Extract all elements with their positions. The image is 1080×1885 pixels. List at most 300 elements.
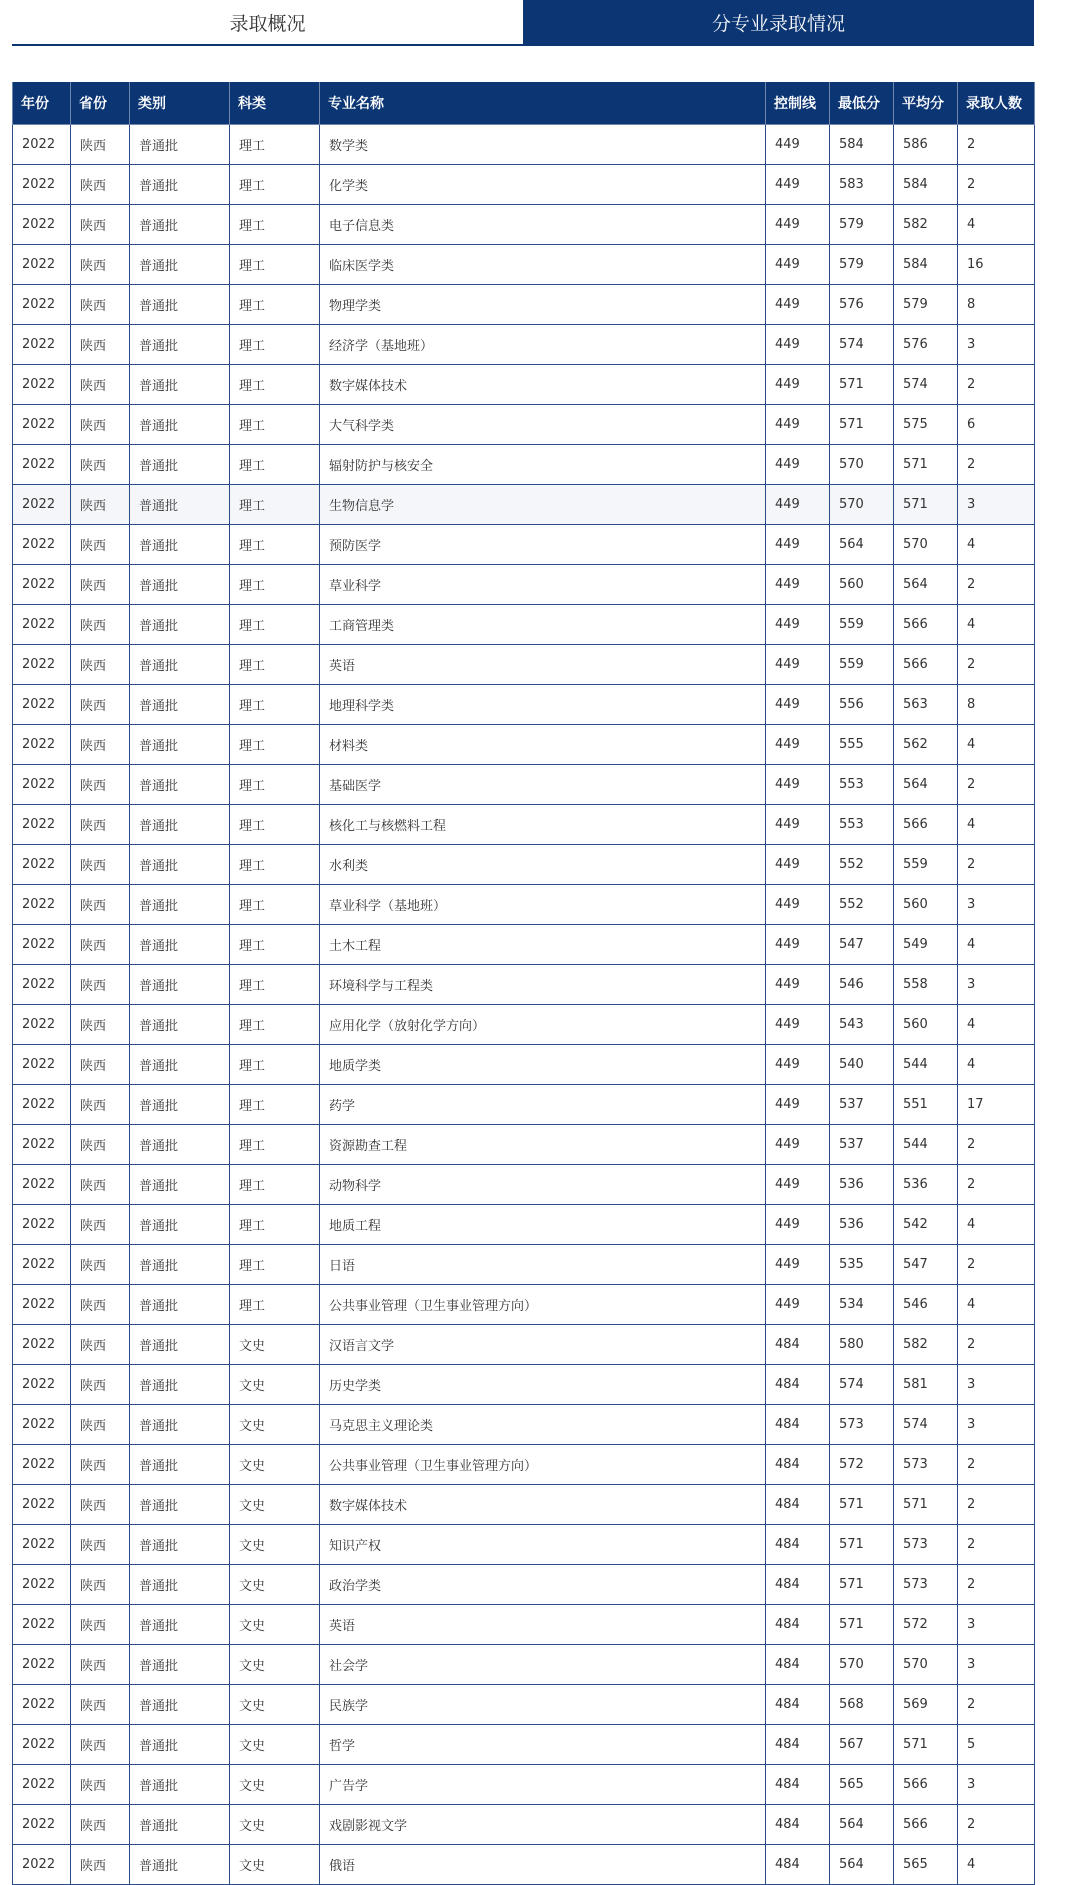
- cell-admitted-count: 4: [958, 925, 1035, 965]
- cell-major: 数字媒体技术: [320, 365, 766, 405]
- header-province: 省份: [71, 82, 130, 125]
- cell-control-line: 449: [766, 1125, 830, 1165]
- cell-min-score: 535: [830, 1245, 894, 1285]
- cell-year: 2022: [13, 1645, 71, 1685]
- header-avg-score: 平均分: [894, 82, 958, 125]
- cell-min-score: 556: [830, 685, 894, 725]
- cell-major: 地理科学类: [320, 685, 766, 725]
- cell-min-score: 571: [830, 405, 894, 445]
- table-row: [13, 245, 1035, 285]
- cell-category: 普通批: [130, 1845, 230, 1885]
- cell-major: 大气科学类: [320, 405, 766, 445]
- cell-avg-score: 584: [894, 245, 958, 285]
- cell-admitted-count: 4: [958, 205, 1035, 245]
- cell-min-score: 574: [830, 1365, 894, 1405]
- table-row: [13, 1765, 1035, 1805]
- cell-control-line: 484: [766, 1525, 830, 1565]
- cell-admitted-count: 2: [958, 765, 1035, 805]
- tab-admission-by-major[interactable]: 分专业录取情况: [523, 0, 1034, 44]
- cell-avg-score: 570: [894, 525, 958, 565]
- cell-major: 电子信息类: [320, 205, 766, 245]
- cell-major: 工商管理类: [320, 605, 766, 645]
- cell-admitted-count: 4: [958, 605, 1035, 645]
- cell-province: 陕西: [71, 485, 130, 525]
- cell-avg-score: 575: [894, 405, 958, 445]
- cell-subject: 文史: [230, 1845, 320, 1885]
- cell-year: 2022: [13, 125, 71, 165]
- cell-category: 普通批: [130, 1285, 230, 1325]
- table-row: [13, 1085, 1035, 1125]
- cell-year: 2022: [13, 1125, 71, 1165]
- cell-min-score: 571: [830, 1565, 894, 1605]
- cell-major: 药学: [320, 1085, 766, 1125]
- cell-avg-score: 573: [894, 1565, 958, 1605]
- table-row: [13, 1725, 1035, 1765]
- cell-admitted-count: 4: [958, 725, 1035, 765]
- header-major: 专业名称: [320, 82, 766, 125]
- table-row: [13, 725, 1035, 765]
- cell-subject: 理工: [230, 285, 320, 325]
- cell-admitted-count: 2: [958, 1245, 1035, 1285]
- cell-control-line: 449: [766, 245, 830, 285]
- table-row: [13, 685, 1035, 725]
- table-body: [13, 125, 1035, 1885]
- cell-category: 普通批: [130, 765, 230, 805]
- cell-control-line: 449: [766, 1005, 830, 1045]
- cell-province: 陕西: [71, 165, 130, 205]
- cell-category: 普通批: [130, 525, 230, 565]
- cell-control-line: 449: [766, 805, 830, 845]
- cell-category: 普通批: [130, 725, 230, 765]
- cell-admitted-count: 2: [958, 1685, 1035, 1725]
- cell-admitted-count: 2: [958, 1445, 1035, 1485]
- cell-avg-score: 579: [894, 285, 958, 325]
- cell-admitted-count: 4: [958, 1285, 1035, 1325]
- cell-min-score: 579: [830, 205, 894, 245]
- cell-subject: 理工: [230, 325, 320, 365]
- cell-admitted-count: 3: [958, 325, 1035, 365]
- cell-year: 2022: [13, 445, 71, 485]
- cell-avg-score: 586: [894, 125, 958, 165]
- cell-admitted-count: 2: [958, 165, 1035, 205]
- cell-province: 陕西: [71, 1605, 130, 1645]
- cell-min-score: 543: [830, 1005, 894, 1045]
- cell-min-score: 570: [830, 1645, 894, 1685]
- cell-control-line: 484: [766, 1845, 830, 1885]
- cell-province: 陕西: [71, 365, 130, 405]
- cell-year: 2022: [13, 1005, 71, 1045]
- cell-province: 陕西: [71, 1845, 130, 1885]
- cell-category: 普通批: [130, 1205, 230, 1245]
- cell-subject: 理工: [230, 365, 320, 405]
- cell-admitted-count: 3: [958, 1765, 1035, 1805]
- cell-admitted-count: 2: [958, 1165, 1035, 1205]
- cell-subject: 理工: [230, 125, 320, 165]
- cell-control-line: 449: [766, 725, 830, 765]
- cell-control-line: 449: [766, 325, 830, 365]
- cell-control-line: 484: [766, 1365, 830, 1405]
- table-row: [13, 1565, 1035, 1605]
- cell-subject: 理工: [230, 1045, 320, 1085]
- cell-year: 2022: [13, 1285, 71, 1325]
- cell-category: 普通批: [130, 1125, 230, 1165]
- cell-admitted-count: 2: [958, 365, 1035, 405]
- cell-control-line: 449: [766, 365, 830, 405]
- cell-control-line: 449: [766, 205, 830, 245]
- cell-subject: 理工: [230, 765, 320, 805]
- cell-avg-score: 581: [894, 1365, 958, 1405]
- cell-subject: 文史: [230, 1365, 320, 1405]
- cell-subject: 理工: [230, 1125, 320, 1165]
- table-row: [13, 365, 1035, 405]
- cell-avg-score: 566: [894, 805, 958, 845]
- cell-year: 2022: [13, 845, 71, 885]
- cell-subject: 文史: [230, 1485, 320, 1525]
- cell-min-score: 570: [830, 485, 894, 525]
- cell-avg-score: 571: [894, 1725, 958, 1765]
- cell-min-score: 571: [830, 365, 894, 405]
- cell-admitted-count: 3: [958, 1605, 1035, 1645]
- cell-major: 汉语言文学: [320, 1325, 766, 1365]
- cell-control-line: 449: [766, 965, 830, 1005]
- cell-min-score: 564: [830, 1805, 894, 1845]
- cell-category: 普通批: [130, 565, 230, 605]
- cell-major: 公共事业管理（卫生事业管理方向）: [320, 1285, 766, 1325]
- cell-control-line: 484: [766, 1445, 830, 1485]
- table-row: [13, 1165, 1035, 1205]
- cell-major: 公共事业管理（卫生事业管理方向）: [320, 1445, 766, 1485]
- cell-min-score: 571: [830, 1525, 894, 1565]
- cell-subject: 文史: [230, 1405, 320, 1445]
- cell-province: 陕西: [71, 1285, 130, 1325]
- cell-major: 俄语: [320, 1845, 766, 1885]
- cell-control-line: 449: [766, 285, 830, 325]
- cell-avg-score: 562: [894, 725, 958, 765]
- cell-major: 地质学类: [320, 1045, 766, 1085]
- cell-major: 数学类: [320, 125, 766, 165]
- cell-control-line: 449: [766, 1205, 830, 1245]
- cell-subject: 理工: [230, 445, 320, 485]
- table-row: [13, 565, 1035, 605]
- cell-major: 地质工程: [320, 1205, 766, 1245]
- cell-major: 生物信息学: [320, 485, 766, 525]
- cell-admitted-count: 3: [958, 1645, 1035, 1685]
- cell-subject: 理工: [230, 525, 320, 565]
- cell-control-line: 484: [766, 1685, 830, 1725]
- cell-year: 2022: [13, 1045, 71, 1085]
- cell-subject: 理工: [230, 485, 320, 525]
- cell-avg-score: 582: [894, 205, 958, 245]
- cell-province: 陕西: [71, 325, 130, 365]
- cell-control-line: 449: [766, 685, 830, 725]
- cell-category: 普通批: [130, 285, 230, 325]
- cell-year: 2022: [13, 965, 71, 1005]
- cell-province: 陕西: [71, 1445, 130, 1485]
- table-row: [13, 1685, 1035, 1725]
- cell-avg-score: 571: [894, 1485, 958, 1525]
- cell-avg-score: 569: [894, 1685, 958, 1725]
- cell-year: 2022: [13, 205, 71, 245]
- cell-province: 陕西: [71, 845, 130, 885]
- cell-province: 陕西: [71, 645, 130, 685]
- cell-admitted-count: 4: [958, 1205, 1035, 1245]
- cell-min-score: 583: [830, 165, 894, 205]
- table-row: [13, 1845, 1035, 1885]
- table-row: [13, 1285, 1035, 1325]
- cell-min-score: 553: [830, 805, 894, 845]
- cell-major: 动物科学: [320, 1165, 766, 1205]
- cell-avg-score: 563: [894, 685, 958, 725]
- cell-province: 陕西: [71, 885, 130, 925]
- cell-major: 材料类: [320, 725, 766, 765]
- cell-province: 陕西: [71, 1805, 130, 1845]
- cell-admitted-count: 4: [958, 1045, 1035, 1085]
- cell-category: 普通批: [130, 325, 230, 365]
- cell-avg-score: 566: [894, 645, 958, 685]
- cell-min-score: 567: [830, 1725, 894, 1765]
- cell-control-line: 484: [766, 1805, 830, 1845]
- cell-category: 普通批: [130, 645, 230, 685]
- cell-major: 哲学: [320, 1725, 766, 1765]
- admission-table: [12, 82, 1035, 1885]
- cell-category: 普通批: [130, 165, 230, 205]
- cell-subject: 文史: [230, 1685, 320, 1725]
- table-row: [13, 925, 1035, 965]
- header-min-score: 最低分: [830, 82, 894, 125]
- cell-major: 日语: [320, 1245, 766, 1285]
- table-row: [13, 765, 1035, 805]
- cell-control-line: 449: [766, 125, 830, 165]
- cell-category: 普通批: [130, 485, 230, 525]
- cell-min-score: 546: [830, 965, 894, 1005]
- cell-province: 陕西: [71, 1765, 130, 1805]
- cell-admitted-count: 2: [958, 125, 1035, 165]
- cell-category: 普通批: [130, 1525, 230, 1565]
- cell-subject: 理工: [230, 885, 320, 925]
- cell-min-score: 574: [830, 325, 894, 365]
- cell-major: 临床医学类: [320, 245, 766, 285]
- cell-avg-score: 564: [894, 565, 958, 605]
- cell-control-line: 484: [766, 1645, 830, 1685]
- cell-major: 民族学: [320, 1685, 766, 1725]
- cell-control-line: 449: [766, 165, 830, 205]
- cell-admitted-count: 2: [958, 1565, 1035, 1605]
- cell-category: 普通批: [130, 125, 230, 165]
- cell-year: 2022: [13, 1485, 71, 1525]
- cell-min-score: 564: [830, 1845, 894, 1885]
- cell-year: 2022: [13, 725, 71, 765]
- cell-admitted-count: 8: [958, 285, 1035, 325]
- table-row: [13, 205, 1035, 245]
- header-category: 类别: [130, 82, 230, 125]
- tab-admission-overview[interactable]: 录取概况: [12, 0, 523, 44]
- cell-year: 2022: [13, 365, 71, 405]
- table-row: [13, 285, 1035, 325]
- cell-year: 2022: [13, 485, 71, 525]
- cell-year: 2022: [13, 1725, 71, 1765]
- cell-control-line: 449: [766, 885, 830, 925]
- cell-category: 普通批: [130, 1045, 230, 1085]
- cell-category: 普通批: [130, 405, 230, 445]
- cell-category: 普通批: [130, 1165, 230, 1205]
- cell-admitted-count: 2: [958, 845, 1035, 885]
- cell-category: 普通批: [130, 605, 230, 645]
- cell-avg-score: 570: [894, 1645, 958, 1685]
- cell-major: 广告学: [320, 1765, 766, 1805]
- cell-avg-score: 558: [894, 965, 958, 1005]
- cell-year: 2022: [13, 1845, 71, 1885]
- cell-avg-score: 551: [894, 1085, 958, 1125]
- cell-province: 陕西: [71, 1045, 130, 1085]
- cell-category: 普通批: [130, 365, 230, 405]
- cell-category: 普通批: [130, 1325, 230, 1365]
- cell-admitted-count: 4: [958, 805, 1035, 845]
- cell-province: 陕西: [71, 245, 130, 285]
- cell-avg-score: 573: [894, 1525, 958, 1565]
- cell-avg-score: 549: [894, 925, 958, 965]
- cell-province: 陕西: [71, 1405, 130, 1445]
- cell-avg-score: 546: [894, 1285, 958, 1325]
- cell-control-line: 449: [766, 1245, 830, 1285]
- cell-major: 物理学类: [320, 285, 766, 325]
- cell-avg-score: 574: [894, 1405, 958, 1445]
- table-row: [13, 525, 1035, 565]
- cell-category: 普通批: [130, 1605, 230, 1645]
- cell-min-score: 572: [830, 1445, 894, 1485]
- cell-control-line: 449: [766, 1045, 830, 1085]
- cell-category: 普通批: [130, 1485, 230, 1525]
- cell-avg-score: 576: [894, 325, 958, 365]
- cell-subject: 文史: [230, 1325, 320, 1365]
- cell-category: 普通批: [130, 1085, 230, 1125]
- cell-control-line: 484: [766, 1725, 830, 1765]
- cell-min-score: 547: [830, 925, 894, 965]
- cell-control-line: 449: [766, 645, 830, 685]
- cell-admitted-count: 3: [958, 1405, 1035, 1445]
- cell-control-line: 449: [766, 605, 830, 645]
- cell-avg-score: 566: [894, 1765, 958, 1805]
- cell-control-line: 449: [766, 925, 830, 965]
- cell-year: 2022: [13, 765, 71, 805]
- cell-subject: 理工: [230, 725, 320, 765]
- cell-subject: 理工: [230, 965, 320, 1005]
- cell-control-line: 484: [766, 1765, 830, 1805]
- cell-min-score: 580: [830, 1325, 894, 1365]
- cell-major: 政治学类: [320, 1565, 766, 1605]
- cell-subject: 理工: [230, 845, 320, 885]
- cell-min-score: 568: [830, 1685, 894, 1725]
- header-subject: 科类: [230, 82, 320, 125]
- table-row: [13, 885, 1035, 925]
- cell-admitted-count: 4: [958, 1845, 1035, 1885]
- table-row: [13, 605, 1035, 645]
- cell-province: 陕西: [71, 605, 130, 645]
- cell-min-score: 534: [830, 1285, 894, 1325]
- table-row: [13, 1205, 1035, 1245]
- cell-avg-score: 566: [894, 1805, 958, 1845]
- table-row: [13, 1445, 1035, 1485]
- cell-major: 核化工与核燃料工程: [320, 805, 766, 845]
- cell-year: 2022: [13, 885, 71, 925]
- cell-avg-score: 566: [894, 605, 958, 645]
- cell-province: 陕西: [71, 525, 130, 565]
- cell-province: 陕西: [71, 1645, 130, 1685]
- cell-major: 知识产权: [320, 1525, 766, 1565]
- table-row: [13, 1605, 1035, 1645]
- cell-min-score: 573: [830, 1405, 894, 1445]
- table-row: [13, 805, 1035, 845]
- table-row: [13, 845, 1035, 885]
- cell-major: 马克思主义理论类: [320, 1405, 766, 1445]
- cell-major: 社会学: [320, 1645, 766, 1685]
- cell-min-score: 560: [830, 565, 894, 605]
- cell-province: 陕西: [71, 205, 130, 245]
- cell-year: 2022: [13, 325, 71, 365]
- cell-subject: 理工: [230, 205, 320, 245]
- cell-year: 2022: [13, 1565, 71, 1605]
- cell-year: 2022: [13, 685, 71, 725]
- cell-admitted-count: 5: [958, 1725, 1035, 1765]
- cell-control-line: 484: [766, 1605, 830, 1645]
- table-row: [13, 645, 1035, 685]
- cell-year: 2022: [13, 1365, 71, 1405]
- cell-min-score: 555: [830, 725, 894, 765]
- cell-major: 基础医学: [320, 765, 766, 805]
- cell-category: 普通批: [130, 245, 230, 285]
- cell-min-score: 553: [830, 765, 894, 805]
- cell-min-score: 565: [830, 1765, 894, 1805]
- cell-major: 草业科学: [320, 565, 766, 605]
- cell-province: 陕西: [71, 1325, 130, 1365]
- cell-year: 2022: [13, 285, 71, 325]
- cell-subject: 理工: [230, 165, 320, 205]
- cell-year: 2022: [13, 645, 71, 685]
- table-row: [13, 1525, 1035, 1565]
- cell-category: 普通批: [130, 845, 230, 885]
- cell-min-score: 559: [830, 605, 894, 645]
- cell-major: 英语: [320, 645, 766, 685]
- cell-subject: 理工: [230, 1285, 320, 1325]
- cell-min-score: 570: [830, 445, 894, 485]
- cell-subject: 理工: [230, 805, 320, 845]
- cell-major: 历史学类: [320, 1365, 766, 1405]
- cell-admitted-count: 2: [958, 445, 1035, 485]
- cell-year: 2022: [13, 1805, 71, 1845]
- cell-major: 预防医学: [320, 525, 766, 565]
- table-row: [13, 1805, 1035, 1845]
- cell-subject: 文史: [230, 1765, 320, 1805]
- cell-min-score: 540: [830, 1045, 894, 1085]
- cell-province: 陕西: [71, 1365, 130, 1405]
- cell-subject: 文史: [230, 1645, 320, 1685]
- cell-subject: 理工: [230, 245, 320, 285]
- cell-province: 陕西: [71, 725, 130, 765]
- cell-category: 普通批: [130, 1445, 230, 1485]
- cell-subject: 理工: [230, 565, 320, 605]
- cell-avg-score: 572: [894, 1605, 958, 1645]
- cell-category: 普通批: [130, 685, 230, 725]
- cell-control-line: 449: [766, 765, 830, 805]
- cell-year: 2022: [13, 1445, 71, 1485]
- cell-subject: 文史: [230, 1565, 320, 1605]
- cell-subject: 理工: [230, 1205, 320, 1245]
- cell-category: 普通批: [130, 1805, 230, 1845]
- cell-avg-score: 547: [894, 1245, 958, 1285]
- cell-year: 2022: [13, 525, 71, 565]
- cell-province: 陕西: [71, 1525, 130, 1565]
- cell-min-score: 537: [830, 1125, 894, 1165]
- cell-avg-score: 560: [894, 1005, 958, 1045]
